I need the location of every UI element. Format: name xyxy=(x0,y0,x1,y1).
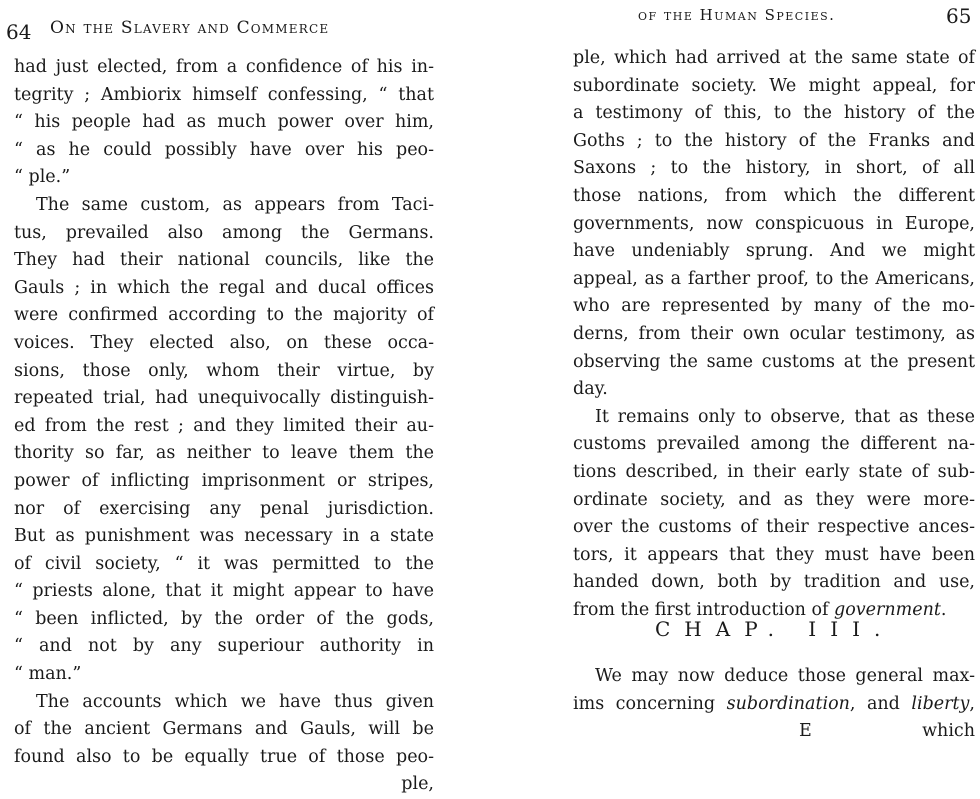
text-line: tors, it appears that they must have been xyxy=(573,544,975,565)
text-line: “ man.” xyxy=(14,664,82,685)
text-line: ed from the rest ; and they limited their au- xyxy=(14,415,434,436)
left-body-text xyxy=(14,54,434,799)
text-line: who are represented by many of the mo- xyxy=(573,296,975,317)
text-line: power of inflicting imprisonment or stripes, xyxy=(14,470,434,491)
text-line: “ his people had as much power over him, xyxy=(14,112,434,133)
chapter-line-2: ims concerning subordination, and liberty, xyxy=(573,693,975,714)
text-line: tions described, in their early state of sub- xyxy=(573,461,975,482)
text-line: sions, those only, whom their virtue, by xyxy=(14,360,434,381)
text-line: nor of exercising any penal jurisdiction. xyxy=(14,498,434,519)
text-line: “ been inflicted, by the order of the gods, xyxy=(14,608,434,629)
text-line: were confirmed according to the majority of xyxy=(14,305,434,326)
text-line: over the customs of their respective ances- xyxy=(573,517,975,538)
text-line: The accounts which we have thus given xyxy=(36,691,434,712)
text-line: Saxons ; to the history, in short, of all xyxy=(573,158,975,179)
text-line: customs prevailed among the different na- xyxy=(573,434,975,455)
text-line: day. xyxy=(573,379,608,400)
text-line: “ priests alone, that it might appear to have xyxy=(14,581,434,602)
chapter-line-1: We may now deduce those general max- xyxy=(595,666,975,686)
running-head-right: of the Human Species. xyxy=(638,6,836,24)
right-body-text xyxy=(573,45,975,597)
text-line: have undeniably sprung. And we might xyxy=(573,241,975,262)
text-line: of civil society, “ it was permitted to the xyxy=(14,553,434,574)
signature-row xyxy=(573,718,975,746)
text-line: But as punishment was necessary in a state xyxy=(14,526,434,547)
text-line: “ as he could possibly have over his peo- xyxy=(14,139,434,160)
paragraph-last-line: from the first introduction of government. xyxy=(573,600,947,620)
text-line: derns, from their own ocular testimony, as xyxy=(573,323,975,344)
running-head-left: On the Slavery and Commerce xyxy=(50,18,330,38)
text-line: of the ancient Germans and Gauls, will be xyxy=(14,719,434,740)
chapter-heading: CHAP. III. xyxy=(655,617,895,641)
text-line: Goths ; to the history of the Franks and xyxy=(573,130,975,151)
text-line: found also to be equally true of those peo- xyxy=(14,746,434,767)
catchword: which xyxy=(922,721,975,742)
text-line: tus, prevailed also among the Germans. xyxy=(14,222,434,243)
text-line: voices. They elected also, on these occa- xyxy=(14,332,434,353)
left-page xyxy=(0,0,470,795)
text-line: ordinate society, and as they were more- xyxy=(573,489,975,510)
text-line: They had their national councils, like the xyxy=(14,250,434,271)
chapter-opening-text xyxy=(573,663,975,746)
text-line: The same custom, as appears from Taci- xyxy=(36,194,434,215)
text-line: Gauls ; in which the regal and ducal offices xyxy=(14,277,434,298)
text-line: It remains only to observe, that as these xyxy=(595,406,975,427)
right-page xyxy=(560,0,980,762)
text-line: had just elected, from a confidence of his in- xyxy=(14,57,434,77)
text-line: observing the same customs at the present xyxy=(573,351,975,372)
text-line: “ and not by any superiour authority in xyxy=(14,636,434,657)
signature-mark: E xyxy=(799,721,812,742)
text-line: handed down, both by tradition and use, xyxy=(573,572,975,593)
text-line: those nations, from which the different xyxy=(573,185,975,206)
text-line: governments, now conspicuous in Europe, xyxy=(573,213,975,234)
text-line: appeal, as a farther proof, to the Americans, xyxy=(573,268,975,289)
text-line: ple, which had arrived at the same state of xyxy=(573,48,975,68)
text-line: “ ple.” xyxy=(14,167,71,188)
text-line: a testimony of this, to the history of the xyxy=(573,103,975,124)
text-line: thority so far, as neither to leave them the xyxy=(14,443,434,464)
page-number-right: 65 xyxy=(946,4,972,28)
text-line: repeated trial, had unequivocally distinguish- xyxy=(14,388,434,409)
text-line: subordinate society. We might appeal, for xyxy=(573,75,975,96)
page-number-left: 64 xyxy=(6,20,32,44)
text-line: ple, xyxy=(401,774,434,795)
text-line: tegrity ; Ambiorix himself confessing, “ that xyxy=(14,84,434,105)
